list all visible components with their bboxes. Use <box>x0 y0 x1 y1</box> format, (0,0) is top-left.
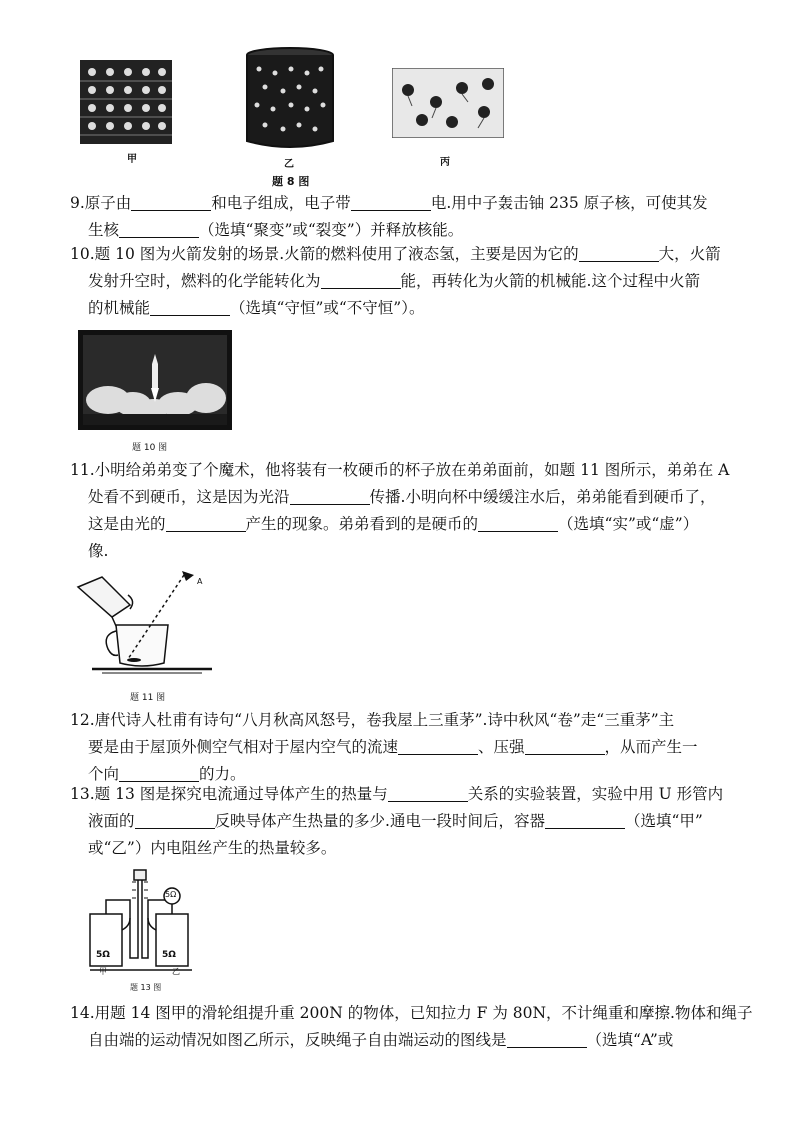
q12-text-4: ，从而产生一 <box>604 738 698 756</box>
q13-blank-2[interactable] <box>135 811 215 829</box>
q11-text-5: 产生的现象。弟弟看到的是硬币的 <box>245 515 479 533</box>
q13-text-3: 液面的 <box>88 812 135 830</box>
figure-11-label-a: A <box>197 577 203 586</box>
question-11 <box>70 457 738 565</box>
q11-text-4: 这是由光的 <box>88 515 166 533</box>
q12-text-3: 、压强 <box>478 738 525 756</box>
q10-text-6: （选填“守恒”或“不守恒”）。 <box>230 299 425 317</box>
figure-13-label-jia: 甲 <box>99 967 107 976</box>
question-9 <box>70 190 738 244</box>
q10-blank-2[interactable] <box>321 271 401 289</box>
q12-text-6: 的力。 <box>199 765 246 783</box>
q14-blank-1[interactable] <box>507 1030 587 1048</box>
q13-text-1: 13.题 13 图是探究电流通过导体产生的热量与 <box>70 785 388 803</box>
q11-text-7: 像. <box>88 542 109 560</box>
q11-text-1: 11.小明给弟弟变了个魔术，他将装有一枚硬币的杯子放在弟弟面前，如题 11 图所示，弟弟在 A <box>70 461 730 479</box>
q13-text-4: 反映导体产生热量的多少.通电一段时间后，容器 <box>214 812 545 830</box>
q12-blank-3[interactable] <box>119 764 199 782</box>
q11-text-3: 传播.小明向杯中缓缓注水后，弟弟能看到硬币了， <box>369 488 716 506</box>
q10-text-3: 发射升空时，燃料的化学能转化为 <box>88 272 321 290</box>
q11-text-6: （选填“实”或“虚”） <box>558 515 699 533</box>
q12-text-2: 要是由于屋顶外侧空气相对于屋内空气的流速 <box>88 738 399 756</box>
q9-text-2: 和电子组成，电子带 <box>211 194 351 212</box>
q11-blank-3[interactable] <box>478 514 558 532</box>
q13-text-2: 关系的实验装置，实验中用 U 形管内 <box>467 785 724 803</box>
q9-text-5: （选填“聚变”或“裂变”）并释放核能。 <box>199 221 464 239</box>
q9-text-1: 9.原子由 <box>70 194 132 212</box>
q10-text-2: 大，火箭 <box>658 245 721 263</box>
figure-11-caption: 题 11 图 <box>130 693 166 703</box>
q12-text-5: 个向 <box>88 765 120 783</box>
q13-blank-1[interactable] <box>388 784 468 802</box>
q13-blank-3[interactable] <box>545 811 625 829</box>
figure-8-jia-label: 甲 <box>127 154 137 165</box>
q11-text-2: 处看不到硬币，这是因为光沿 <box>88 488 290 506</box>
figure-8-bing-gas-image <box>392 68 504 138</box>
q11-blank-1[interactable] <box>290 487 370 505</box>
q12-blank-2[interactable] <box>525 737 605 755</box>
question-10 <box>70 241 738 322</box>
q10-text-5: 的机械能 <box>88 299 151 317</box>
q10-blank-3[interactable] <box>150 298 230 316</box>
figure-8-bing-label: 丙 <box>440 157 450 168</box>
figure-13-resistor-left: 5Ω <box>96 950 110 960</box>
q14-text-2: 自由端的运动情况如图乙所示，反映绳子自由端运动的图线是 <box>88 1031 507 1049</box>
q9-blank-3[interactable] <box>119 220 199 238</box>
question-14 <box>70 1000 753 1054</box>
q13-text-6: 或“乙”）内电阻丝产生的热量较多。 <box>88 839 337 857</box>
q11-blank-2[interactable] <box>166 514 246 532</box>
figure-8-yi-label: 乙 <box>284 159 294 170</box>
figure-10-caption: 题 10 图 <box>132 443 168 453</box>
q14-text-1: 14.用题 14 图甲的滑轮组提升重 200N 的物体，已知拉力 F 为 80N，不计绳重和摩擦.物体和绳子 <box>70 1004 753 1022</box>
q14-text-3: （选填“A”或 <box>586 1031 674 1049</box>
q12-text-1: 12.唐代诗人杜甫有诗句“八月秋高风怒号，卷我屋上三重茅”.诗中秋风“卷”走“三重茅”主 <box>70 711 675 729</box>
figure-13-label-yi: 乙 <box>172 967 180 976</box>
q9-text-4: 生核 <box>88 221 120 239</box>
figure-10-rocket-launch-image <box>78 330 232 430</box>
figure-8-caption: 题 8 图 <box>272 175 310 188</box>
figure-8-jia-solid-image <box>80 60 172 144</box>
q9-blank-1[interactable] <box>131 193 211 211</box>
q9-blank-2[interactable] <box>351 193 431 211</box>
question-12 <box>70 707 738 788</box>
q13-text-5: （选填“甲” <box>624 812 703 830</box>
q9-text-3: 电.用中子轰击铀 235 原子核，可使其发 <box>430 194 708 212</box>
q12-blank-1[interactable] <box>398 737 478 755</box>
question-13 <box>70 781 738 862</box>
figure-13-caption: 题 13 图 <box>130 983 162 992</box>
figure-13-apparatus-image <box>86 866 198 978</box>
figure-13-resistor-top: 5Ω <box>165 890 177 899</box>
q10-text-4: 能，再转化为火箭的机械能.这个过程中火箭 <box>400 272 700 290</box>
figure-8-yi-liquid-image <box>245 47 335 151</box>
q10-blank-1[interactable] <box>579 244 659 262</box>
figure-13-resistor-right: 5Ω <box>162 950 176 960</box>
q10-text-1: 10.题 10 图为火箭发射的场景.火箭的燃料使用了液态氢，主要是因为它的 <box>70 245 579 263</box>
